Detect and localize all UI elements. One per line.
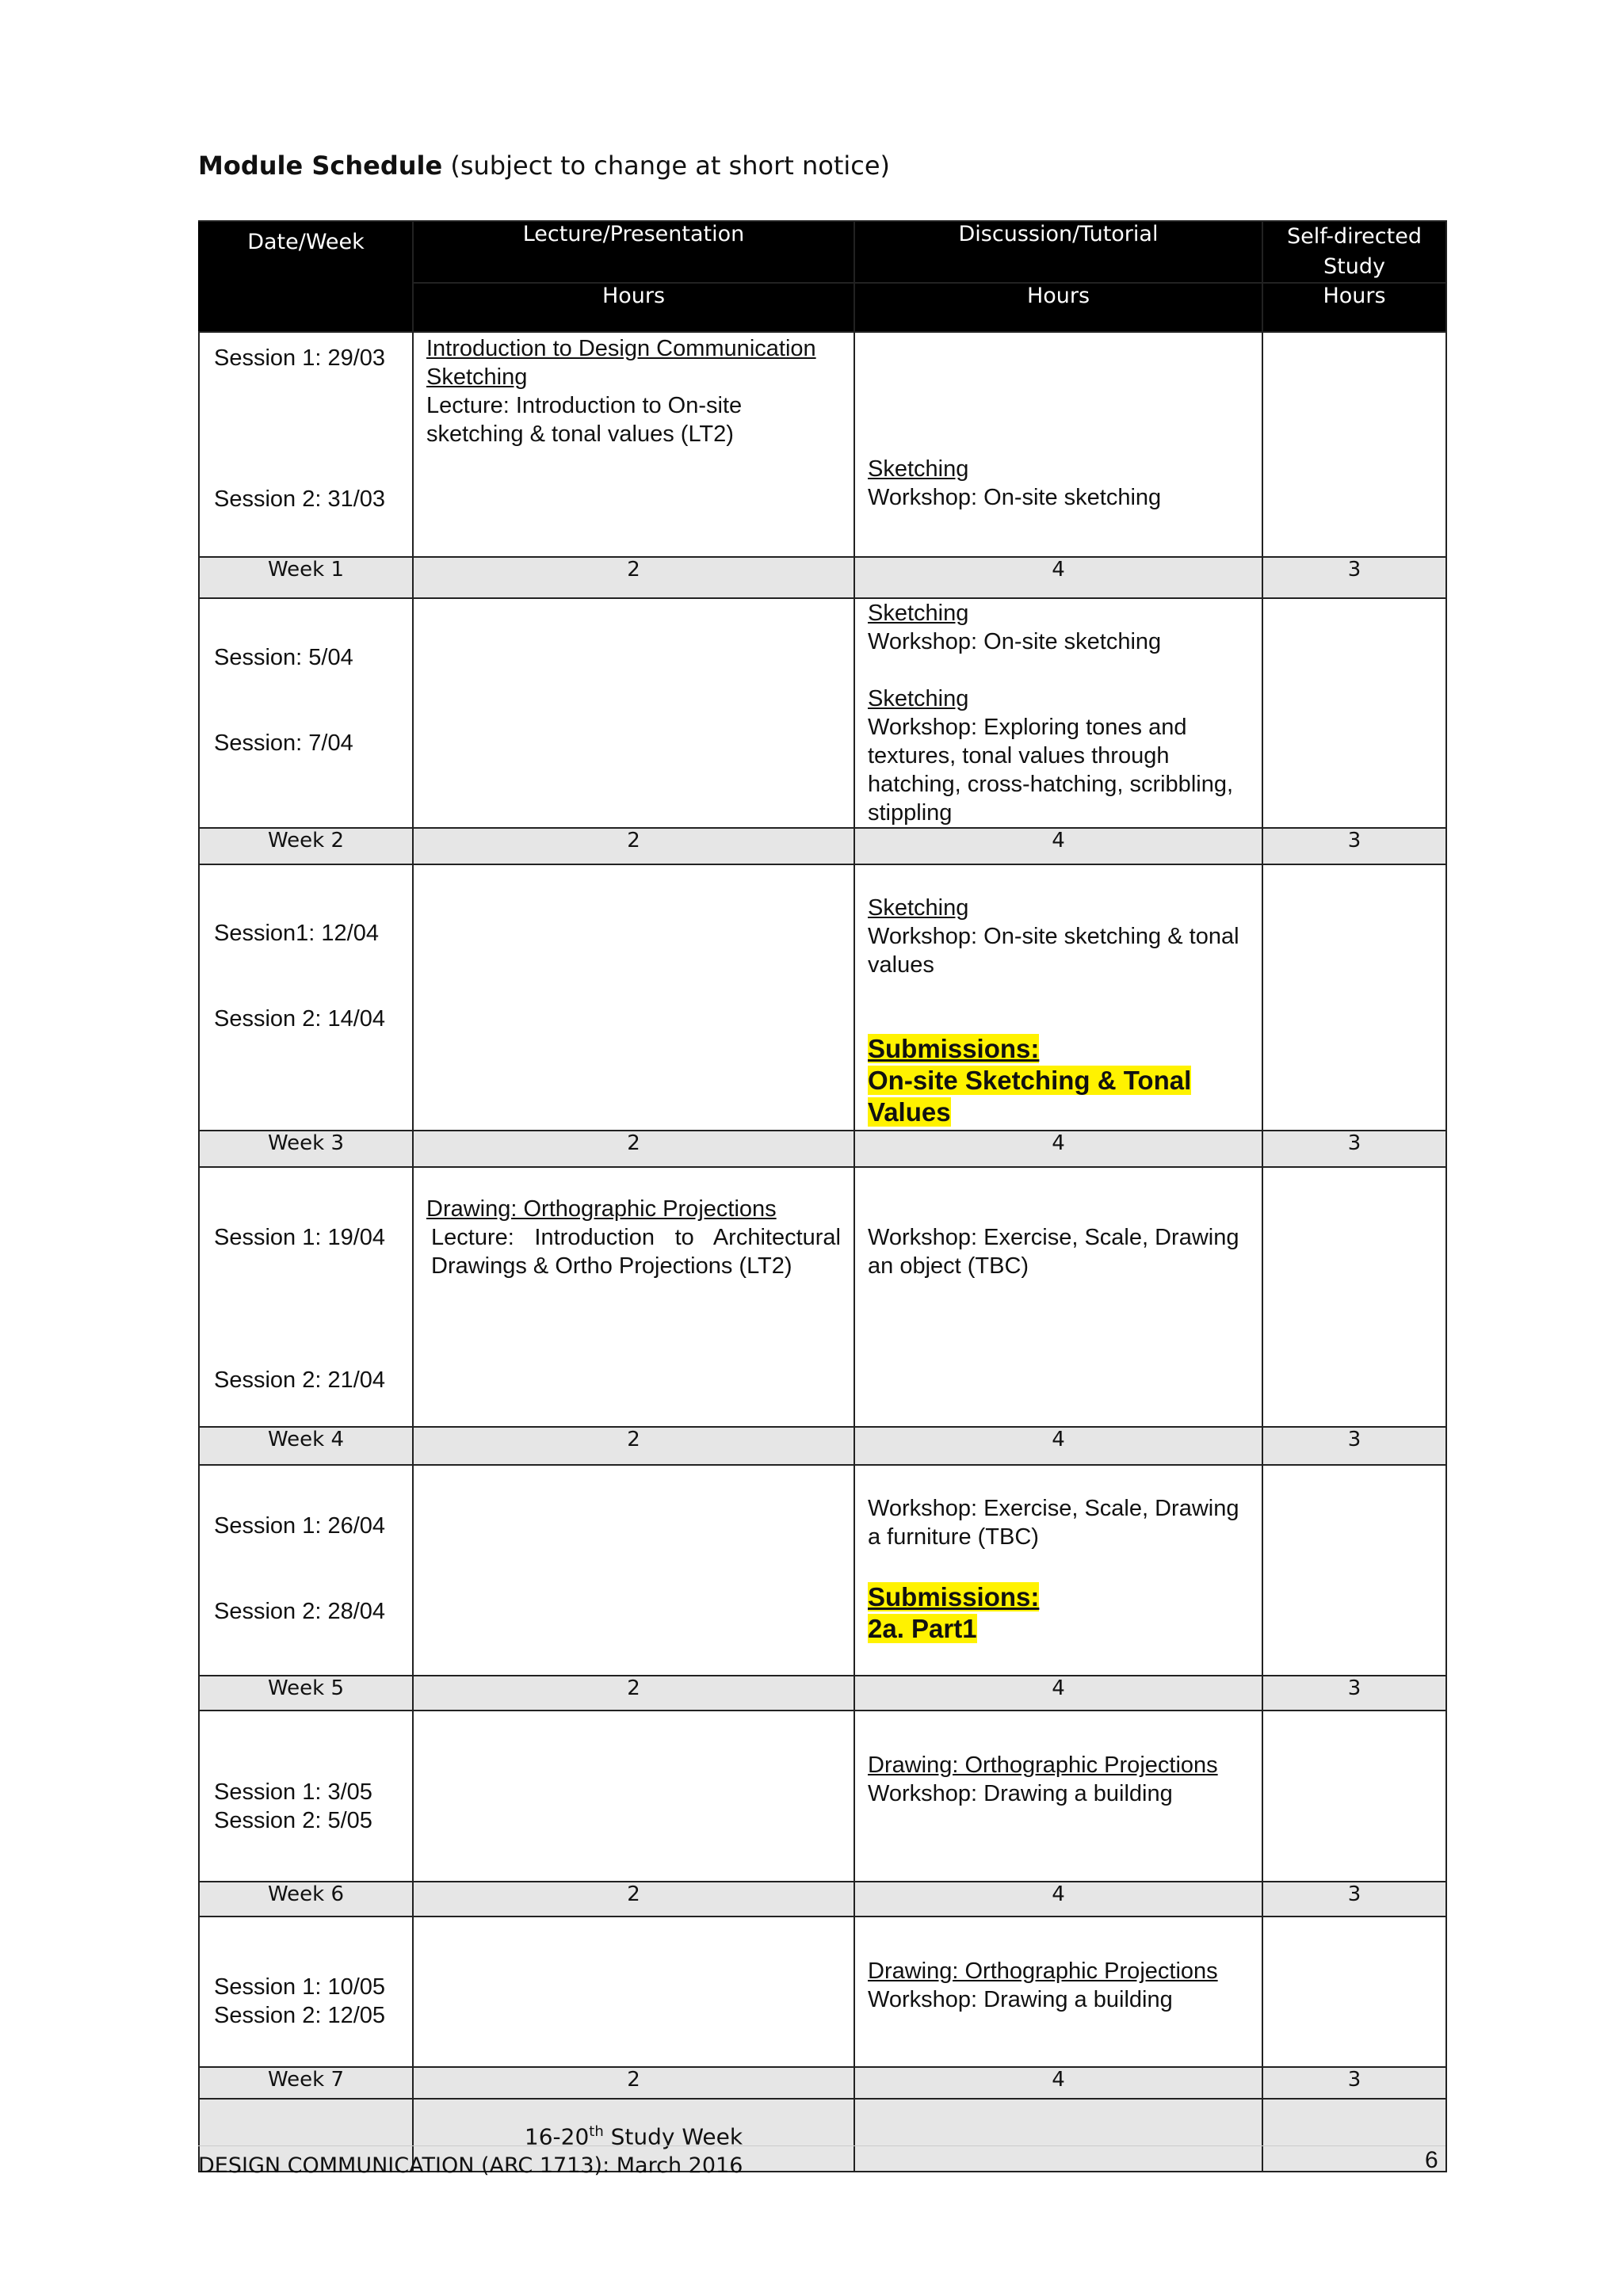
week-row [199,1676,1446,1711]
submission-label: Submissions: [868,1034,1040,1063]
workshop-text: Workshop: On-site sketching & tonal values [868,924,1239,978]
lecture-title: Drawing: Orthographic Projections [426,1196,777,1222]
workshop-title: Sketching [868,895,969,921]
module-schedule-table [198,220,1447,2172]
session-date: Session 1: 26/04 [214,1513,386,1539]
submission-label: Submissions: [868,1582,1040,1611]
week-discussion-hours: 4 [854,1676,1262,1711]
session-date: Session: 7/04 [214,730,353,756]
week-label: Week 7 [199,2067,413,2099]
week-discussion-hours: 4 [854,1131,1262,1167]
week-self-hours: 3 [1262,1676,1446,1711]
heading-note: (subject to change at short notice) [442,151,891,181]
workshop-title: Drawing: Orthographic Projections [868,1753,1218,1778]
week-row [199,828,1446,864]
week-label: Week 4 [199,1427,413,1465]
week-label: Week 6 [199,1882,413,1917]
session-date: Session 2: 28/04 [214,1599,386,1624]
session-date: Session 2: 14/04 [214,1006,386,1032]
workshop-text: Workshop: Drawing a building [868,1987,1173,2012]
schedule-block [199,1917,1446,2067]
page-heading [198,151,890,181]
workshop-title: Drawing: Orthographic Projections [868,1958,1218,1984]
session-date: Session 2: 12/05 [214,2003,386,2028]
session-date: Session: 5/04 [214,645,353,670]
week-self-hours: 3 [1262,1882,1446,1917]
week-discussion-hours: 4 [854,1427,1262,1465]
week-discussion-hours: 4 [854,557,1262,598]
week-discussion-hours: 4 [854,1882,1262,1917]
session-date: Session 2: 21/04 [214,1367,386,1393]
header-date-week: Date/Week [199,221,413,332]
workshop-text: Workshop: Drawing a building [868,1781,1173,1806]
week-lecture-hours: 2 [413,1427,854,1465]
session-date: Session 1: 19/04 [214,1225,386,1250]
submission-item: 2a. Part1 [868,1614,977,1643]
footer-text: DESIGN COMMUNICATION (ARC 1713): March 2016 [198,2153,743,2178]
schedule-block [199,598,1446,828]
week-discussion-hours: 4 [854,828,1262,864]
lecture-title: Sketching [426,364,528,390]
week-self-hours: 3 [1262,2067,1446,2099]
schedule-block [199,864,1446,1131]
submission-item: On-site Sketching & Tonal Values [868,1066,1192,1127]
lecture-text: Lecture: Introduction to On-site sketching & tonal values (LT2) [426,393,743,447]
page-number: 6 [1425,2147,1438,2173]
session-date: Session1: 12/04 [214,921,379,946]
session-date: Session 2: 31/03 [214,486,386,512]
session-date: Session 1: 3/05 [214,1779,372,1805]
workshop-title: Sketching [868,601,969,626]
week-discussion-hours: 4 [854,2067,1262,2099]
week-self-hours: 3 [1262,1131,1446,1167]
workshop-text: Workshop: On-site sketching [868,485,1162,510]
week-label: Week 2 [199,828,413,864]
lecture-title: Introduction to Design Communication [426,336,816,361]
lecture-text: Lecture: Introduction to Architectural Drawings & Ortho Projections (LT2) [431,1225,841,1279]
workshop-title: Sketching [868,456,969,482]
header-lecture: Lecture/Presentation [413,221,854,283]
workshop-text: Workshop: On-site sketching [868,629,1162,654]
week-lecture-hours: 2 [413,1676,854,1711]
header-hours: Hours [1262,283,1446,332]
session-date: Session 1: 10/05 [214,1974,386,2000]
study-week-label: 16-20th Study Week [524,2123,743,2150]
week-row [199,1131,1446,1167]
week-self-hours: 3 [1262,1427,1446,1465]
week-lecture-hours: 2 [413,2067,854,2099]
workshop-text: Workshop: Exercise, Scale, Drawing a furniture (TBC) [868,1496,1239,1550]
week-lecture-hours: 2 [413,557,854,598]
week-label: Week 3 [199,1131,413,1167]
header-discussion: Discussion/Tutorial [854,221,1262,283]
schedule-block [199,1711,1446,1882]
workshop-text: Workshop: Exercise, Scale, Drawing an object (TBC) [868,1225,1239,1279]
footer-divider [198,2145,1445,2146]
week-self-hours: 3 [1262,828,1446,864]
week-row [199,1882,1446,1917]
week-label: Week 1 [199,557,413,598]
schedule-block [199,332,1446,557]
header-hours: Hours [854,283,1262,332]
header-hours: Hours [413,283,854,332]
week-row [199,1427,1446,1465]
schedule-block [199,1167,1446,1427]
week-row [199,557,1446,598]
workshop-text: Workshop: Exploring tones and textures, tonal values through hatching, cross-hatching, scribbling, stippling [868,715,1234,826]
schedule-block [199,1465,1446,1676]
week-self-hours: 3 [1262,557,1446,598]
session-date: Session 1: 29/03 [214,345,386,371]
week-lecture-hours: 2 [413,1882,854,1917]
week-lecture-hours: 2 [413,1131,854,1167]
workshop-title: Sketching [868,686,969,711]
header-self-study: Self-directed Study [1262,221,1446,283]
heading-bold: Module Schedule [198,151,443,181]
session-date: Session 2: 5/05 [214,1808,372,1833]
week-label: Week 5 [199,1676,413,1711]
week-lecture-hours: 2 [413,828,854,864]
week-row [199,2067,1446,2099]
